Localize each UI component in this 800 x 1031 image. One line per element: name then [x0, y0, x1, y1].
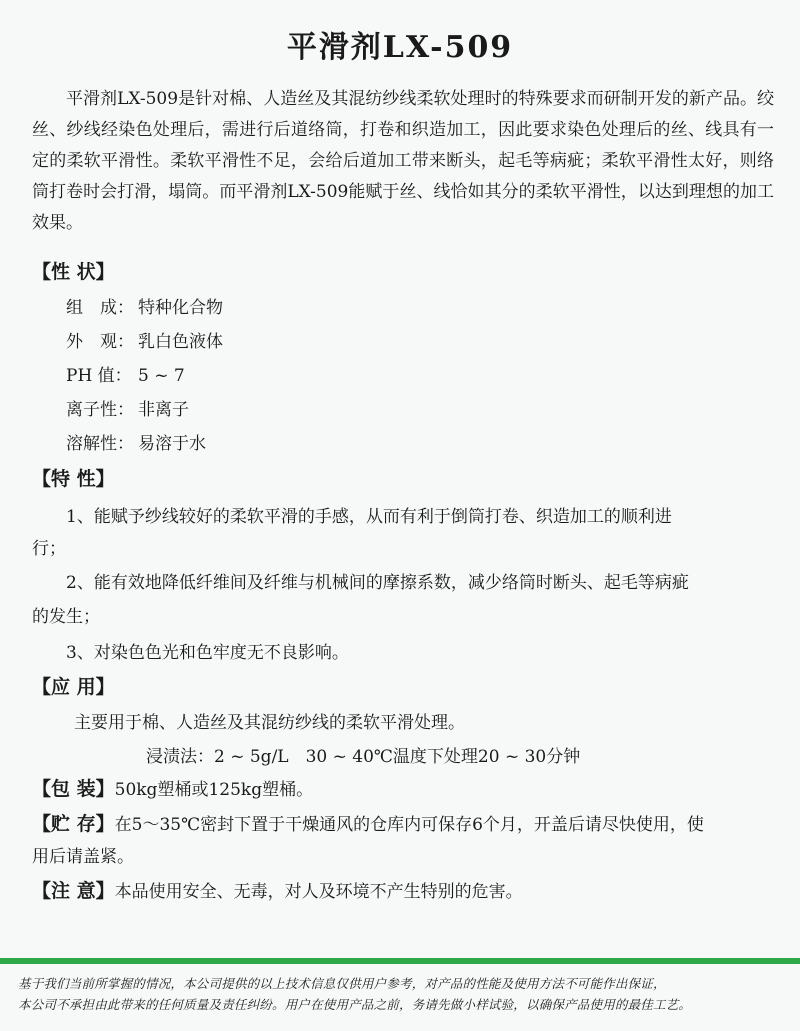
page-title: 平滑剂LX-509: [286, 30, 514, 65]
storage-heading: 【贮 存】: [32, 813, 115, 835]
disclaimer-line-1: 基于我们当前所掌握的情况，本公司提供的以上技术信息仅供用户参考，对产品的性能及使用方法不可能作出保证，: [18, 976, 666, 991]
properties-heading: 【性 状】: [32, 261, 115, 283]
packaging-heading: 【包 装】: [32, 778, 115, 800]
feature-item-2-line2: 的发生；: [32, 607, 100, 627]
feature-item-3: 3、对染色色光和色牢度无不良影响。: [66, 643, 349, 663]
packaging-text: 50kg塑桶或125kg塑桶。: [114, 780, 314, 800]
property-row: [66, 296, 223, 320]
disclaimer: [18, 973, 788, 1015]
property-label: 溶解性：: [66, 434, 134, 454]
property-row: [66, 432, 206, 456]
application-line-1: 主要用于棉、人造丝及其混纺纱线的柔软平滑处理。: [74, 713, 465, 733]
feature-item-1-line2: 行；: [32, 539, 66, 559]
property-label: 外 观：: [66, 332, 134, 352]
packaging-row: [32, 776, 313, 803]
notice-heading: 【注 意】: [32, 880, 115, 902]
storage-row: [32, 811, 704, 838]
property-value: 非离子: [138, 400, 189, 420]
property-label: 离子性：: [66, 400, 134, 420]
application-line-2: 浸渍法：2 ~ 5g/L 30 ~ 40℃温度下处理20 ~ 30分钟: [146, 747, 581, 767]
storage-text-line2: 用后请盖紧。: [32, 847, 134, 867]
property-value: 乳白色液体: [138, 332, 223, 352]
property-row: [66, 330, 223, 354]
property-value: 特种化合物: [138, 298, 223, 318]
property-value: 5 ~ 7: [138, 366, 185, 386]
intro-paragraph: 平滑剂LX-509是针对棉、人造丝及其混纺纱线柔软处理时的特殊要求而研制开发的新产品。绞丝、纱线经染色处理后，需进行后道络筒，打卷和织造加工，因此要求染色处理后的丝、线具有一定的柔软平滑性。柔软平滑性不足，会给后道加工带来断头，起毛等病疵；柔软平滑性太好，则络筒打卷时会打滑，塌筒。而平滑剂LX-509能赋于丝、线恰如其分的柔软平滑性，以达到理想的加工效果。: [32, 89, 774, 233]
property-row: [66, 398, 189, 422]
storage-text-line1: 在5～35℃密封下置于干燥通风的仓库内可保存6个月，开盖后请尽快使用，使: [114, 815, 704, 835]
property-row: [66, 364, 185, 388]
green-divider: [0, 958, 800, 964]
property-label: PH 值：: [66, 366, 132, 386]
features-heading: 【特 性】: [32, 468, 115, 490]
notice-text: 本品使用安全、无毒，对人及环境不产生特别的危害。: [114, 882, 523, 902]
property-value: 易溶于水: [138, 434, 206, 454]
feature-item-2-line1: 2、能有效地降低纤维间及纤维与机械间的摩擦系数，减少络筒时断头、起毛等病疵: [66, 573, 689, 593]
property-label: 组 成：: [66, 298, 134, 318]
notice-row: [32, 878, 523, 905]
disclaimer-line-2: 本公司不承担由此带来的任何质量及责任纠纷。用户在使用产品之前，务请先做小样试验，以确保产品使用的最佳工艺。: [18, 997, 692, 1012]
application-heading: 【应 用】: [32, 676, 115, 698]
feature-item-1-line1: 1、能赋予纱线较好的柔软平滑的手感，从而有利于倒筒打卷、织造加工的顺利进: [66, 507, 672, 527]
